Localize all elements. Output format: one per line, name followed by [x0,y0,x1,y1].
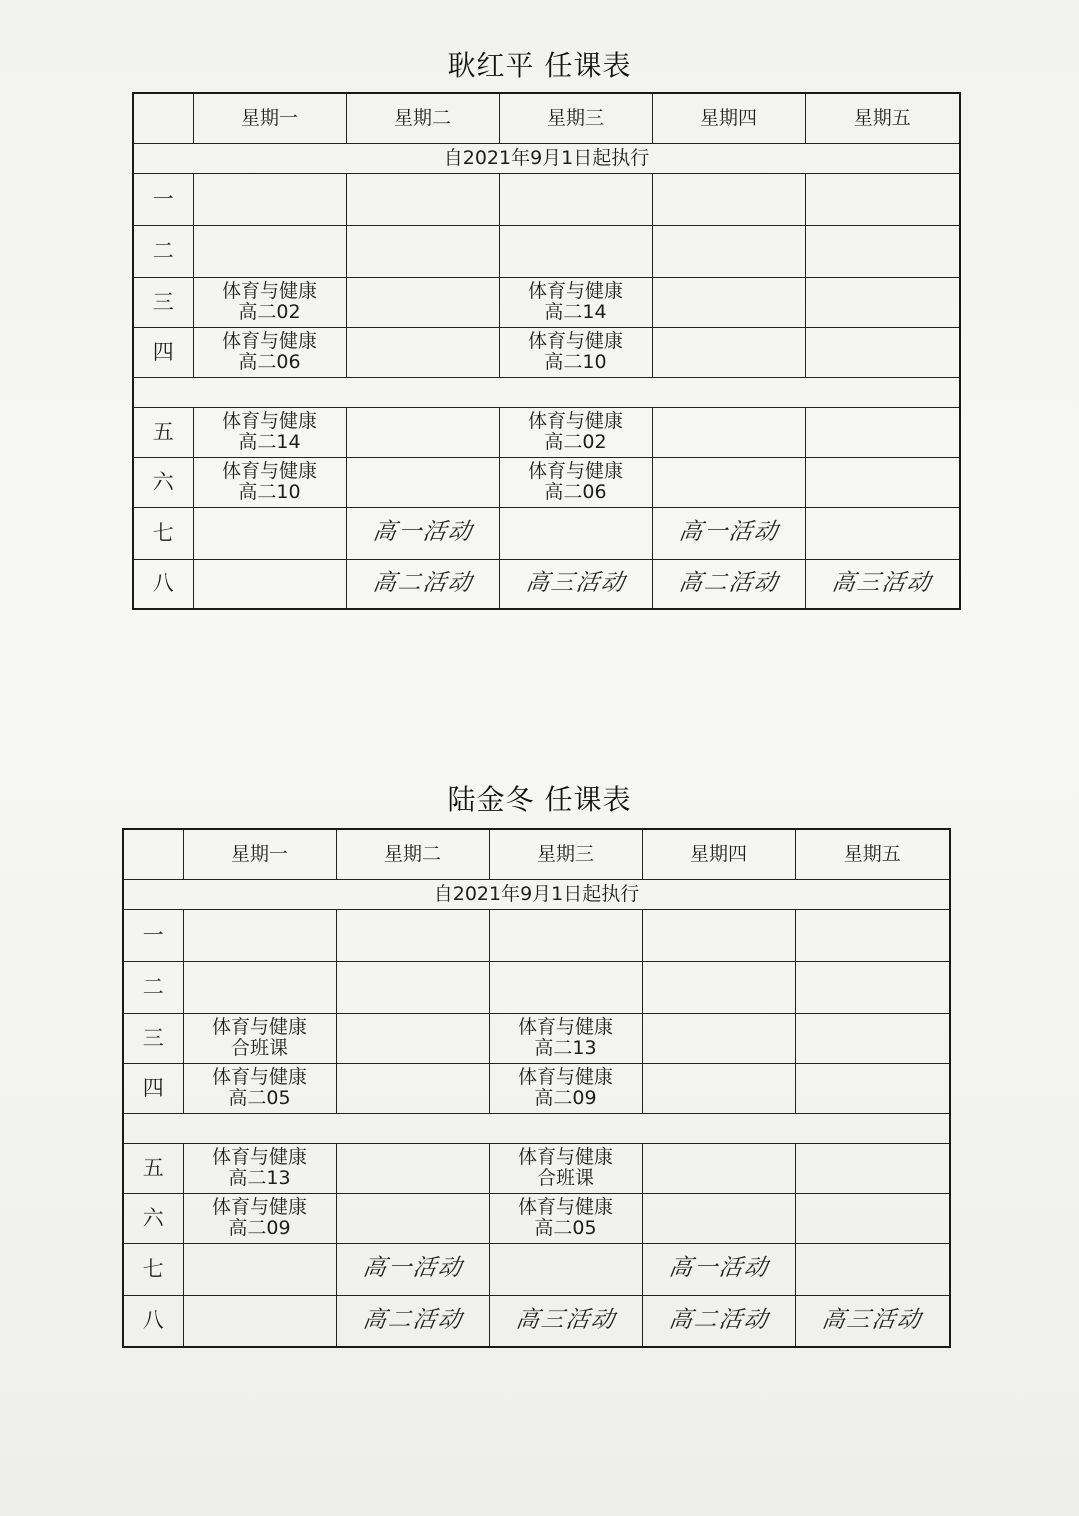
period-label: 七 [123,1243,183,1295]
activity-cell [795,1295,950,1347]
handwritten-activity: 高二活动 [676,569,781,596]
period-label: 六 [123,1193,183,1243]
period-label: 八 [133,559,193,609]
class-group: 高二02 [544,431,607,453]
period-label: 一 [133,173,193,225]
break-row [123,1113,950,1143]
handwritten-activity: 高三活动 [513,1306,618,1333]
day-header: 星期五 [805,93,960,143]
class-group: 高二06 [544,481,607,503]
class-group: 高二10 [238,481,301,503]
effective-date: 自2021年9月1日起执行 [123,879,950,909]
effective-date: 自2021年9月1日起执行 [133,143,960,173]
subject: 体育与健康 [211,1066,307,1088]
subject: 体育与健康 [527,460,623,482]
class-group: 高二05 [228,1087,291,1109]
period-label: 六 [133,457,193,507]
subject: 体育与健康 [527,280,623,302]
day-header: 星期四 [642,829,795,879]
corner-cell [123,829,183,879]
subject: 体育与健康 [527,330,623,352]
handwritten-activity: 高三活动 [830,569,935,596]
class-cell [489,1013,642,1063]
period-label: 二 [133,225,193,277]
subject: 体育与健康 [517,1016,613,1038]
period-label: 五 [133,407,193,457]
class-cell [183,1063,336,1113]
class-group: 高二10 [544,351,607,373]
day-header: 星期四 [652,93,805,143]
class-group: 合班课 [230,1037,288,1059]
day-header: 星期一 [193,93,346,143]
day-header: 星期二 [346,93,499,143]
activity-cell [652,559,805,609]
break-row [133,377,960,407]
subject: 体育与健康 [221,280,317,302]
activity-cell [499,559,652,609]
handwritten-activity: 高一活动 [360,1255,465,1281]
class-cell [193,407,346,457]
period-label: 四 [123,1063,183,1113]
period-label: 八 [123,1295,183,1347]
period-label: 一 [123,909,183,961]
handwritten-activity: 高一活动 [676,519,781,545]
handwritten-activity: 高二活动 [360,1306,465,1333]
activity-cell [346,507,499,559]
class-group: 高二02 [238,301,301,323]
activity-cell [642,1243,795,1295]
subject: 体育与健康 [517,1146,613,1168]
class-group: 高二06 [238,351,301,373]
subject: 体育与健康 [211,1196,307,1218]
subject: 体育与健康 [211,1016,307,1038]
subject: 体育与健康 [517,1066,613,1088]
class-group: 高二14 [238,431,301,453]
class-group: 合班课 [536,1167,594,1189]
class-group: 高二09 [228,1217,291,1239]
subject: 体育与健康 [221,410,317,432]
class-cell [499,327,652,377]
timetable [132,92,961,610]
activity-cell [336,1295,489,1347]
period-label: 七 [133,507,193,559]
period-label: 三 [123,1013,183,1063]
class-cell [499,457,652,507]
class-cell [183,1013,336,1063]
handwritten-activity: 高一活动 [370,519,475,545]
day-header: 星期三 [489,829,642,879]
activity-cell [642,1295,795,1347]
class-cell [183,1143,336,1193]
activity-cell [489,1295,642,1347]
class-cell [193,457,346,507]
class-group: 高二13 [228,1167,291,1189]
period-label: 三 [133,277,193,327]
subject: 体育与健康 [211,1146,307,1168]
class-group: 高二13 [534,1037,597,1059]
day-header: 星期二 [336,829,489,879]
day-header: 星期三 [499,93,652,143]
class-cell [193,277,346,327]
timetable [122,828,951,1348]
day-header: 星期一 [183,829,336,879]
class-group: 高二09 [534,1087,597,1109]
day-header: 星期五 [795,829,950,879]
handwritten-activity: 高一活动 [666,1255,771,1281]
class-group: 高二05 [534,1217,597,1239]
handwritten-activity: 高三活动 [820,1306,925,1333]
class-group: 高二14 [544,301,607,323]
activity-cell [805,559,960,609]
activity-cell [346,559,499,609]
class-cell [193,327,346,377]
class-cell [183,1193,336,1243]
activity-cell [652,507,805,559]
class-cell [499,407,652,457]
period-label: 五 [123,1143,183,1193]
subject: 体育与健康 [221,330,317,352]
period-label: 四 [133,327,193,377]
handwritten-activity: 高二活动 [370,569,475,596]
class-cell [489,1063,642,1113]
subject: 体育与健康 [221,460,317,482]
class-cell [489,1143,642,1193]
class-cell [499,277,652,327]
subject: 体育与健康 [527,410,623,432]
schedule-title: 陆金冬 任课表 [447,783,632,816]
handwritten-activity: 高二活动 [666,1306,771,1333]
schedule-title: 耿红平 任课表 [447,49,632,82]
class-cell [489,1193,642,1243]
period-label: 二 [123,961,183,1013]
corner-cell [133,93,193,143]
subject: 体育与健康 [517,1196,613,1218]
activity-cell [336,1243,489,1295]
handwritten-activity: 高三活动 [523,569,628,596]
